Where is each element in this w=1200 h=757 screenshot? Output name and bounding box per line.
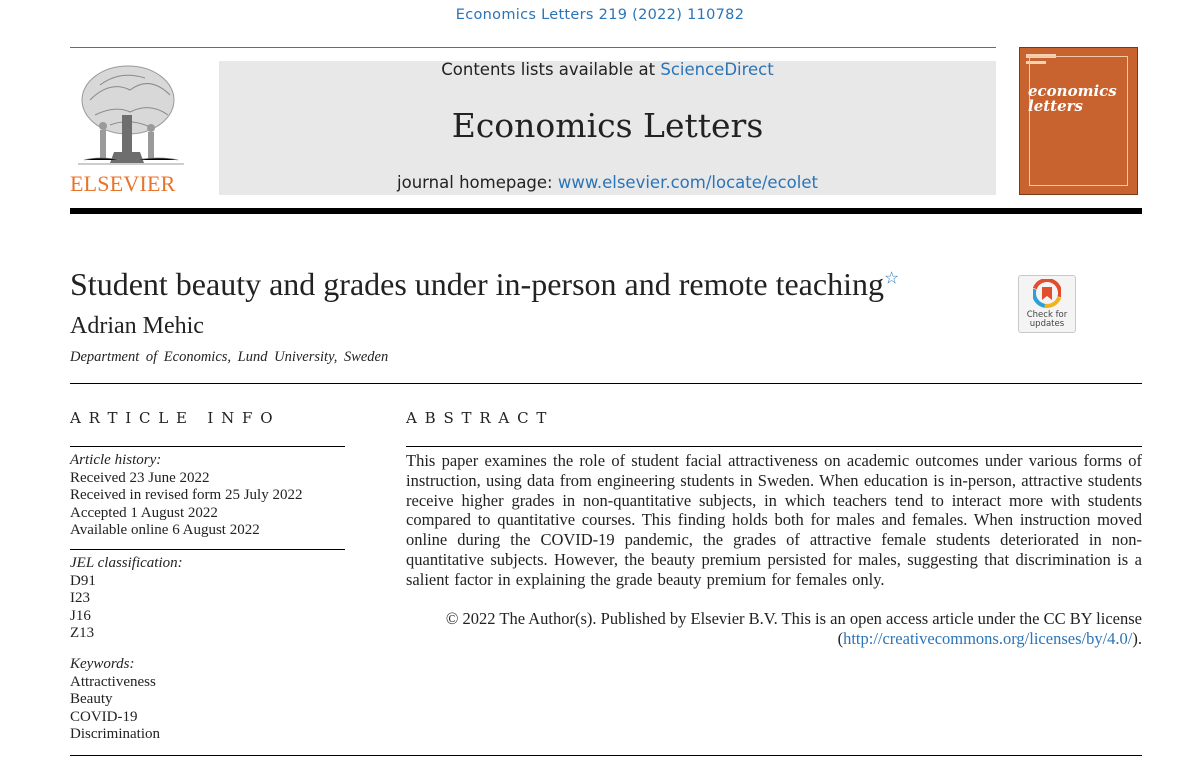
jel-code: J16 — [70, 607, 91, 624]
bottom-rule — [70, 755, 1142, 756]
history-item: Received in revised form 25 July 2022 — [70, 487, 303, 504]
homepage-prefix: journal homepage: — [397, 173, 558, 192]
keyword: Beauty — [70, 691, 113, 708]
license-line — [406, 629, 1142, 649]
check-label-line2: updates — [1029, 319, 1065, 329]
cover-title-line1: economics — [1028, 82, 1117, 100]
check-label-line1: Check for — [1026, 310, 1068, 320]
license-close-paren: ). — [1132, 629, 1142, 648]
keyword: Attractiveness — [70, 673, 156, 690]
elsevier-wordmark: ELSEVIER — [70, 171, 176, 196]
keyword: COVID-19 — [70, 708, 138, 725]
check-for-updates-icon — [1033, 279, 1061, 309]
jel-classification — [70, 555, 183, 643]
keyword: Discrimination — [70, 726, 160, 743]
check-for-updates-button[interactable] — [1018, 275, 1076, 333]
sciencedirect-link[interactable]: ScienceDirect — [660, 60, 774, 79]
article-info-rule — [70, 446, 345, 447]
journal-homepage-line — [219, 173, 996, 192]
journal-title: Economics Letters — [451, 106, 764, 145]
keywords — [70, 656, 160, 744]
article-title — [70, 266, 899, 303]
article-history-label: Article history: — [70, 452, 162, 468]
header-top-rule — [70, 47, 996, 48]
contents-available-line — [219, 60, 996, 79]
contents-prefix: Contents lists available at — [441, 60, 661, 79]
header-bottom-rule — [70, 383, 1142, 384]
article-info-heading: ARTICLE INFO — [70, 409, 281, 427]
history-item: Received 23 June 2022 — [70, 469, 210, 486]
journal-homepage-link[interactable]: www.elsevier.com/locate/ecolet — [557, 173, 818, 192]
title-footnote-star-icon[interactable]: ☆ — [883, 268, 900, 288]
license-link[interactable]: http://creativecommons.org/licenses/by/4.0/ — [843, 629, 1133, 648]
abstract-body: This paper examines the role of student facial attractiveness on academic outcomes under various forms of instruction, using data from engineering students in Sweden. When education is in-person, attractive students receive higher grades in non-quantitative subjects, in which teachers tend to interact more with students compared to quantitative courses. This finding holds both for males and females. When instruction moved online during the COVID-19 pandemic, the grades of attractive female students deteriorated in non-quantitative subjects. However, the beauty premium persisted for males, suggesting that discrimination is a salient factor in explaining the grade beauty premium for females only. — [406, 451, 1142, 589]
history-item: Available online 6 August 2022 — [70, 522, 260, 539]
cover-title-line2: letters — [1028, 97, 1083, 115]
history-item: Accepted 1 August 2022 — [70, 504, 218, 521]
keywords-label: Keywords: — [70, 656, 135, 672]
jel-code: Z13 — [70, 625, 95, 642]
header-thick-rule — [70, 208, 1142, 214]
article-history — [70, 452, 302, 540]
check-for-updates-label — [1019, 311, 1075, 329]
article-info-divider — [70, 549, 345, 550]
copyright-notice: © 2022 The Author(s). Published by Elsevier B.V. This is an open access article under the CC BY license — [445, 609, 1142, 628]
jel-code: I23 — [70, 590, 90, 607]
article-title-text: Student beauty and grades under in-person and remote teaching — [70, 266, 884, 302]
cover-title — [1028, 84, 1128, 114]
author-affiliation: Department of Economics, Lund University, Sweden — [70, 349, 389, 365]
journal-cover-thumbnail[interactable] — [1019, 47, 1138, 195]
abstract-rule — [406, 446, 1142, 447]
cover-frame — [1029, 56, 1128, 186]
license-open-paren: ( — [837, 629, 844, 648]
abstract-heading: ABSTRACT — [406, 409, 555, 427]
jel-code: D91 — [70, 572, 96, 589]
journal-citation[interactable]: Economics Letters 219 (2022) 110782 — [455, 7, 745, 23]
author-name[interactable]: Adrian Mehic — [70, 313, 204, 339]
jel-label: JEL classification: — [70, 555, 183, 571]
